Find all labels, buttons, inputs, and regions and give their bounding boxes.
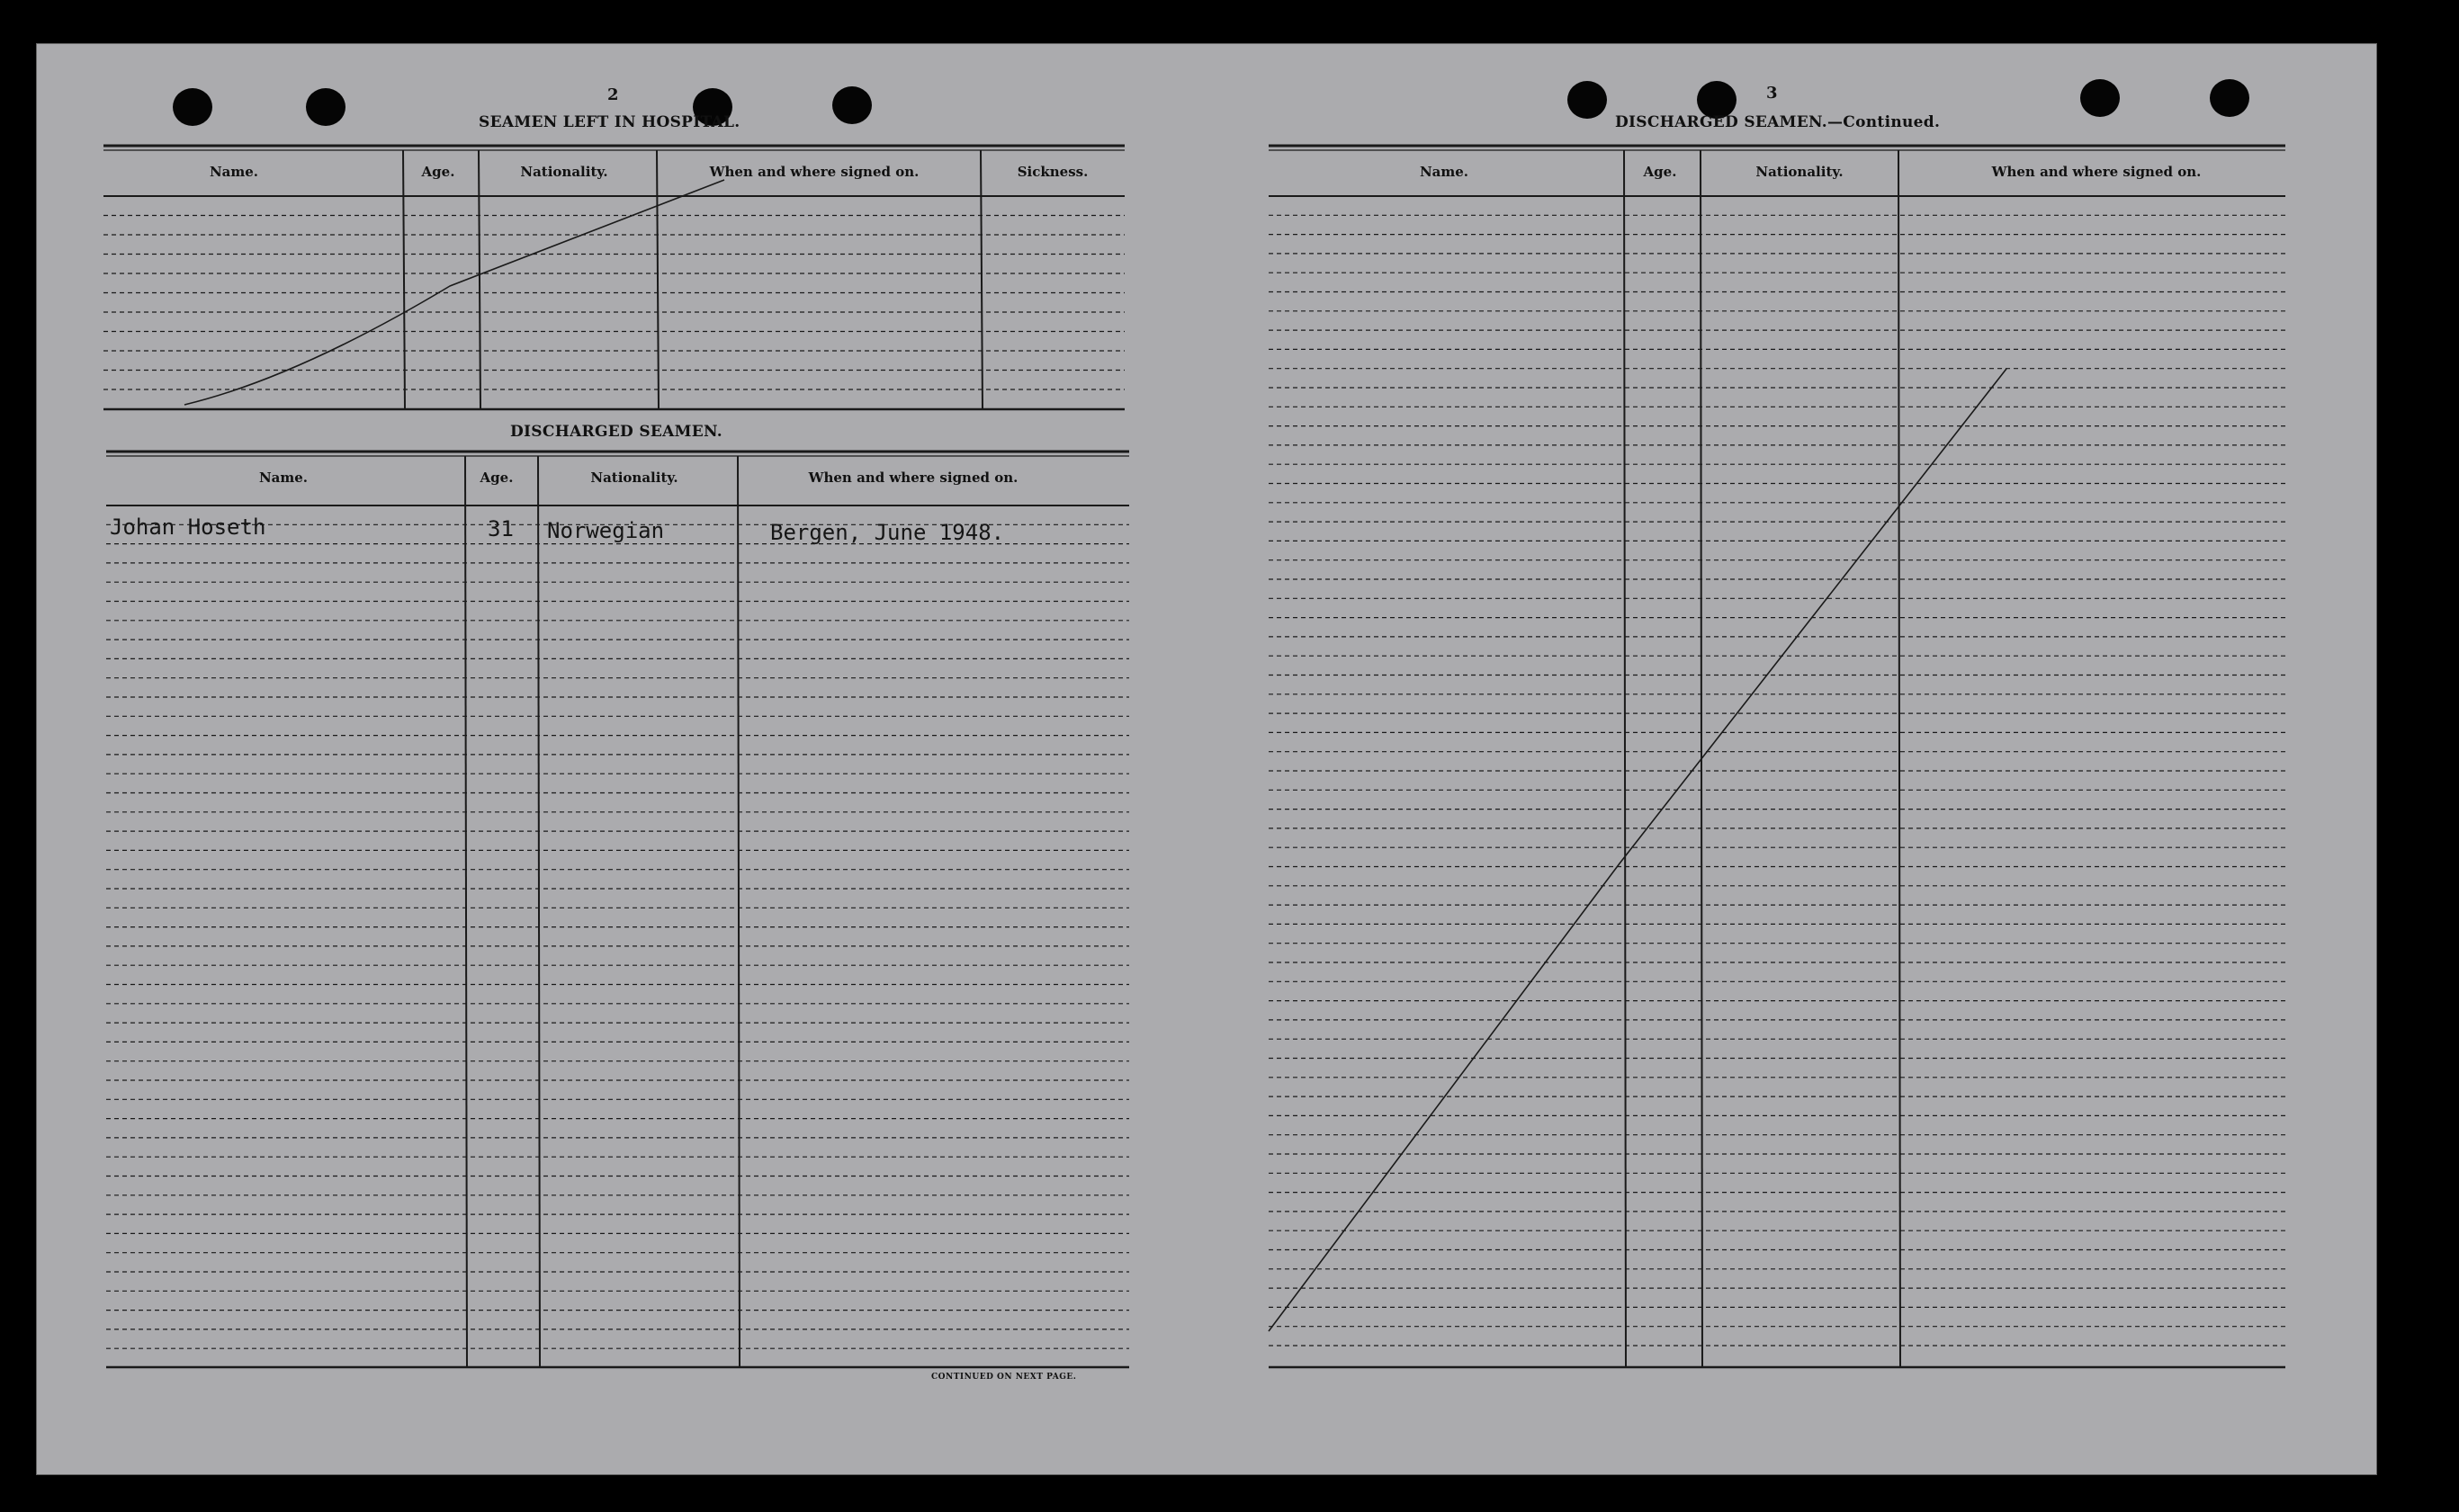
discharged-table-column-rule <box>465 456 467 1367</box>
continued-note: CONTINUED ON NEXT PAGE. <box>931 1373 1077 1382</box>
hospital-col-name: Name. <box>209 164 259 180</box>
discharged-col-age: Age. <box>480 470 514 486</box>
page-number-right: 3 <box>1766 84 1778 103</box>
right-col-signed-on: When and where signed on. <box>1991 164 2202 180</box>
page-number-left: 2 <box>607 85 619 104</box>
discharged-col-signed-on: When and where signed on. <box>808 470 1019 486</box>
right-col-nationality: Nationality. <box>1755 164 1844 180</box>
right-table-column-rule <box>1624 150 1626 1367</box>
discharged-table-column-rule <box>738 456 740 1367</box>
row-age: 31 <box>488 516 514 541</box>
hospital-col-sickness: Sickness. <box>1017 164 1089 180</box>
hospital-col-nationality: Nationality. <box>520 164 608 180</box>
row-signed-on: Bergen, June 1948. <box>770 520 1005 545</box>
right-col-age: Age. <box>1643 164 1677 180</box>
row-name: Johan Hoseth <box>110 514 266 540</box>
hospital-col-age: Age. <box>421 164 455 180</box>
row-nationality: Norwegian <box>547 518 665 543</box>
right-col-name: Name. <box>1419 164 1469 180</box>
discharged-section-title: DISCHARGED SEAMEN. <box>510 423 722 441</box>
hospital-section-title: SEAMEN LEFT IN HOSPITAL. <box>479 113 740 131</box>
hospital-col-signed-on: When and where signed on. <box>709 164 920 180</box>
right-table-column-rule <box>1898 150 1900 1367</box>
right-page-title: DISCHARGED SEAMEN.—Continued. <box>1615 113 1941 131</box>
discharged-table-column-rule <box>538 456 540 1367</box>
cancel-stroke <box>1269 369 2006 1331</box>
discharged-col-name: Name. <box>258 470 309 486</box>
discharged-col-nationality: Nationality. <box>590 470 678 486</box>
